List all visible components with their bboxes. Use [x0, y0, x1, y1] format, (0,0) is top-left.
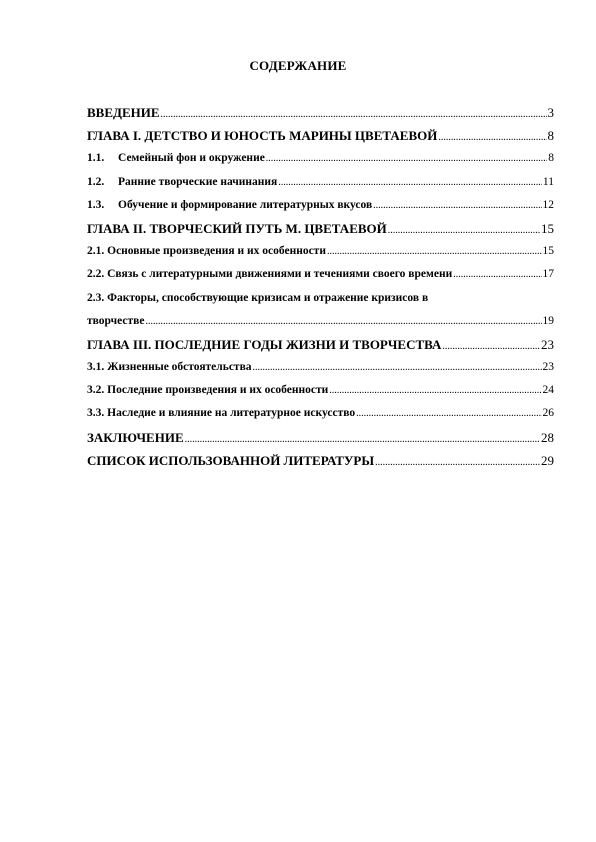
dot-leader: [145, 310, 541, 333]
toc-entry-page: 23: [541, 336, 554, 352]
dot-leader: [266, 147, 547, 170]
dot-leader: [388, 217, 540, 242]
toc-entry-page: 23: [542, 361, 554, 374]
toc-entry-text: ВВЕДЕНИЕ: [87, 105, 160, 120]
toc-entry-page: 11: [542, 175, 554, 188]
toc-entry-page: 17: [542, 268, 554, 281]
table-of-contents: [87, 101, 554, 472]
toc-entry-number: 1.1.: [87, 152, 105, 165]
toc-entry-page: 29: [541, 452, 554, 468]
toc-entry-section-2-3-continued[interactable]: [87, 310, 554, 333]
toc-entry-chapter-2[interactable]: [87, 217, 554, 240]
dot-leader: [356, 402, 541, 425]
toc-entry-page: 8: [548, 152, 554, 165]
toc-entry-text: ЗАКЛЮЧЕНИЕ: [87, 429, 184, 445]
toc-entry-bibliography[interactable]: [87, 449, 554, 472]
toc-entry-page: 15: [541, 220, 554, 236]
toc-entry-text: СПИСОК ИСПОЛЬЗОВАННОЙ ЛИТЕРАТУРЫ: [87, 452, 375, 468]
toc-entry-text: творчестве: [87, 314, 145, 327]
dot-leader: [442, 333, 540, 358]
toc-entry-chapter-3[interactable]: [87, 333, 554, 356]
dot-leader: [373, 194, 541, 217]
toc-entry-section-2-2[interactable]: [87, 263, 554, 286]
toc-entry-text: 3.1. Жизненные обстоятельства: [87, 361, 252, 374]
toc-entry-text: 2.1. Основные произведения и их особенности: [87, 245, 326, 258]
toc-entry-conclusion[interactable]: [87, 426, 554, 449]
toc-entry-introduction[interactable]: [87, 101, 554, 124]
toc-entry-text: 3.3. Наследие и влияние на литературное искусство: [87, 407, 356, 420]
dot-leader: [253, 356, 542, 379]
dot-leader: [278, 171, 542, 194]
toc-entry-text: ГЛАВА III. ПОСЛЕДНИЕ ГОДЫ ЖИЗНИ И ТВОРЧЕСТВА: [87, 336, 442, 352]
toc-entry-text: Обучение и формирование литературных вкусов: [118, 198, 373, 211]
toc-entry-page: 8: [547, 128, 554, 144]
toc-entry-text: 2.3. Факторы, способствующие кризисам и отражение кризисов в: [87, 291, 429, 304]
toc-entry-page: 24: [542, 384, 554, 397]
toc-entry-page: 15: [542, 245, 554, 258]
toc-entry-page: 28: [541, 429, 554, 445]
toc-entry-number: 1.3.: [87, 198, 105, 211]
toc-entry-chapter-1[interactable]: [87, 124, 554, 147]
toc-entry-section-3-3[interactable]: [87, 402, 554, 425]
toc-entry-text: ГЛАВА I. ДЕТСТВО И ЮНОСТЬ МАРИНЫ ЦВЕТАЕВОЙ: [87, 128, 438, 144]
dot-leader: [327, 240, 542, 263]
toc-entry-page: 12: [542, 198, 554, 211]
page-title: СОДЕРЖАНИЕ: [249, 58, 347, 73]
dot-leader: [375, 449, 540, 474]
toc-entry-number: 1.2.: [87, 175, 105, 188]
toc-entry-section-1-1[interactable]: [87, 147, 554, 170]
dot-leader: [438, 124, 546, 149]
toc-entry-page: 19: [542, 314, 554, 327]
toc-entry-section-1-3[interactable]: [87, 194, 554, 217]
dot-leader: [185, 426, 540, 451]
toc-entry-page: 26: [542, 407, 554, 420]
toc-entry-section-3-2[interactable]: [87, 379, 554, 402]
dot-leader: [453, 263, 541, 286]
toc-entry-text: 2.2. Связь с литературными движениями и течениями своего времени: [87, 268, 453, 281]
toc-entry-page: 3: [547, 105, 554, 120]
toc-entry-section-2-1[interactable]: [87, 240, 554, 263]
toc-entry-section-1-2[interactable]: [87, 171, 554, 194]
toc-entry-section-3-1[interactable]: [87, 356, 554, 379]
toc-entry-text: Ранние творческие начинания: [118, 175, 278, 188]
dot-leader: [161, 101, 547, 126]
toc-entry-text: ГЛАВА II. ТВОРЧЕСКИЙ ПУТЬ М. ЦВЕТАЕВОЙ: [87, 220, 387, 236]
toc-entry-text: Семейный фон и окружение: [118, 152, 265, 165]
toc-entry-section-2-3[interactable]: [87, 287, 554, 310]
toc-entry-text: 3.2. Последние произведения и их особенности: [87, 384, 329, 397]
dot-leader: [329, 379, 541, 402]
